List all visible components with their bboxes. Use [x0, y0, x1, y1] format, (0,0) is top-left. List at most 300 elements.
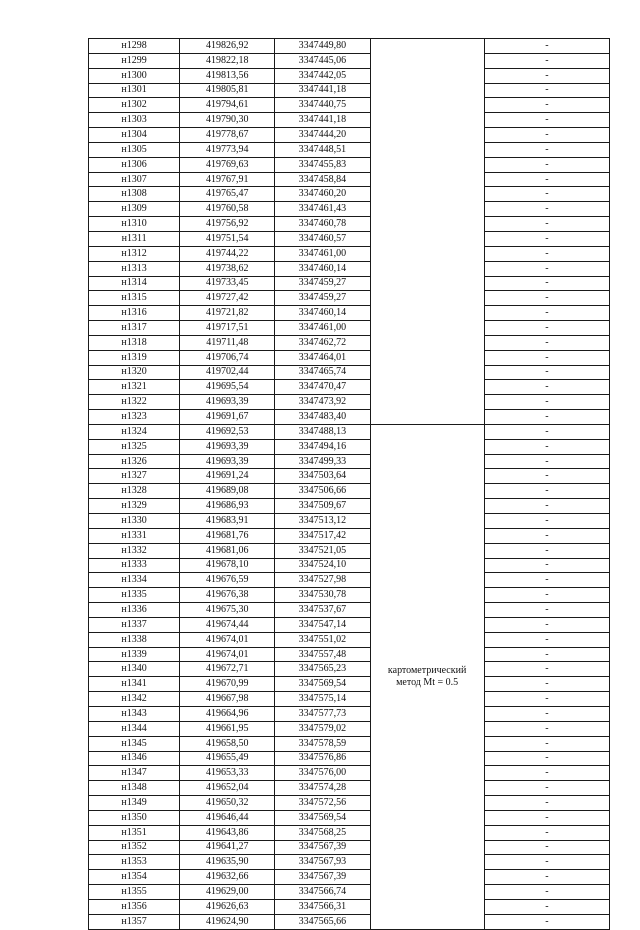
- point-id-cell: н1312: [89, 246, 180, 261]
- x-coordinate-cell: 419738,62: [180, 261, 275, 276]
- table-row: [89, 885, 610, 900]
- x-coordinate-cell: 419693,39: [180, 395, 275, 410]
- table-row: [89, 514, 610, 529]
- point-id-cell: н1354: [89, 870, 180, 885]
- table-row: [89, 217, 610, 232]
- point-id-cell: н1305: [89, 142, 180, 157]
- description-cell: -: [484, 692, 609, 707]
- table-row: [89, 617, 610, 632]
- y-coordinate-cell: 3347449,80: [275, 39, 370, 54]
- table-row: [89, 573, 610, 588]
- x-coordinate-cell: 419693,39: [180, 454, 275, 469]
- table-row: [89, 499, 610, 514]
- y-coordinate-cell: 3347557,48: [275, 647, 370, 662]
- x-coordinate-cell: 419626,63: [180, 899, 275, 914]
- y-coordinate-cell: 3347455,83: [275, 157, 370, 172]
- y-coordinate-cell: 3347460,20: [275, 187, 370, 202]
- point-id-cell: н1311: [89, 231, 180, 246]
- table-row: [89, 380, 610, 395]
- method-accuracy-text: метод Mt = 0.5: [396, 676, 459, 688]
- table-row: [89, 246, 610, 261]
- point-id-cell: н1326: [89, 454, 180, 469]
- point-id-cell: н1309: [89, 202, 180, 217]
- point-id-cell: н1325: [89, 439, 180, 454]
- x-coordinate-cell: 419691,67: [180, 410, 275, 425]
- point-id-cell: н1353: [89, 855, 180, 870]
- description-cell: -: [484, 172, 609, 187]
- y-coordinate-cell: 3347569,54: [275, 677, 370, 692]
- y-coordinate-cell: 3347517,42: [275, 528, 370, 543]
- coordinates-table-body: [89, 39, 610, 930]
- point-id-cell: н1345: [89, 736, 180, 751]
- description-cell: -: [484, 706, 609, 721]
- x-coordinate-cell: 419658,50: [180, 736, 275, 751]
- table-row: [89, 781, 610, 796]
- table-row: [89, 632, 610, 647]
- x-coordinate-cell: 419664,96: [180, 706, 275, 721]
- point-id-cell: н1307: [89, 172, 180, 187]
- x-coordinate-cell: 419624,90: [180, 914, 275, 929]
- y-coordinate-cell: 3347462,72: [275, 335, 370, 350]
- y-coordinate-cell: 3347513,12: [275, 514, 370, 529]
- point-id-cell: н1343: [89, 706, 180, 721]
- point-id-cell: н1347: [89, 766, 180, 781]
- x-coordinate-cell: 419695,54: [180, 380, 275, 395]
- x-coordinate-cell: 419706,74: [180, 350, 275, 365]
- x-coordinate-cell: 419760,58: [180, 202, 275, 217]
- table-row: [89, 558, 610, 573]
- y-coordinate-cell: 3347441,18: [275, 113, 370, 128]
- description-cell: -: [484, 142, 609, 157]
- description-cell: -: [484, 899, 609, 914]
- table-row: [89, 276, 610, 291]
- coordinates-table: [88, 38, 610, 930]
- y-coordinate-cell: 3347494,16: [275, 439, 370, 454]
- description-cell: -: [484, 781, 609, 796]
- description-cell: -: [484, 395, 609, 410]
- method-cell: [370, 424, 484, 929]
- y-coordinate-cell: 3347509,67: [275, 499, 370, 514]
- point-id-cell: н1350: [89, 810, 180, 825]
- table-row: [89, 766, 610, 781]
- y-coordinate-cell: 3347460,14: [275, 306, 370, 321]
- description-cell: -: [484, 187, 609, 202]
- x-coordinate-cell: 419717,51: [180, 321, 275, 336]
- point-id-cell: н1346: [89, 751, 180, 766]
- y-coordinate-cell: 3347574,28: [275, 781, 370, 796]
- description-cell: -: [484, 53, 609, 68]
- description-cell: -: [484, 543, 609, 558]
- y-coordinate-cell: 3347440,75: [275, 98, 370, 113]
- point-id-cell: н1337: [89, 617, 180, 632]
- description-cell: -: [484, 736, 609, 751]
- table-row: [89, 157, 610, 172]
- point-id-cell: н1304: [89, 128, 180, 143]
- point-id-cell: н1351: [89, 825, 180, 840]
- x-coordinate-cell: 419676,59: [180, 573, 275, 588]
- table-row: [89, 350, 610, 365]
- x-coordinate-cell: 419765,47: [180, 187, 275, 202]
- point-id-cell: н1331: [89, 528, 180, 543]
- y-coordinate-cell: 3347473,92: [275, 395, 370, 410]
- description-cell: -: [484, 157, 609, 172]
- description-cell: -: [484, 677, 609, 692]
- table-row: [89, 291, 610, 306]
- table-row: [89, 855, 610, 870]
- y-coordinate-cell: 3347547,14: [275, 617, 370, 632]
- description-cell: -: [484, 617, 609, 632]
- y-coordinate-cell: 3347459,27: [275, 276, 370, 291]
- point-id-cell: н1336: [89, 603, 180, 618]
- x-coordinate-cell: 419646,44: [180, 810, 275, 825]
- description-cell: -: [484, 454, 609, 469]
- table-row: [89, 187, 610, 202]
- point-id-cell: н1352: [89, 840, 180, 855]
- description-cell: -: [484, 573, 609, 588]
- description-cell: -: [484, 246, 609, 261]
- y-coordinate-cell: 3347530,78: [275, 588, 370, 603]
- x-coordinate-cell: 419822,18: [180, 53, 275, 68]
- x-coordinate-cell: 419676,38: [180, 588, 275, 603]
- y-coordinate-cell: 3347578,59: [275, 736, 370, 751]
- table-row: [89, 142, 610, 157]
- y-coordinate-cell: 3347567,39: [275, 840, 370, 855]
- y-coordinate-cell: 3347461,00: [275, 321, 370, 336]
- table-row: [89, 469, 610, 484]
- y-coordinate-cell: 3347566,31: [275, 899, 370, 914]
- description-cell: -: [484, 647, 609, 662]
- description-cell: -: [484, 855, 609, 870]
- description-cell: -: [484, 558, 609, 573]
- table-row: [89, 439, 610, 454]
- description-cell: -: [484, 217, 609, 232]
- description-cell: -: [484, 68, 609, 83]
- y-coordinate-cell: 3347567,93: [275, 855, 370, 870]
- table-row: [89, 528, 610, 543]
- point-id-cell: н1322: [89, 395, 180, 410]
- description-cell: -: [484, 39, 609, 54]
- point-id-cell: н1298: [89, 39, 180, 54]
- method-cell-empty: [370, 39, 484, 425]
- description-cell: -: [484, 528, 609, 543]
- table-row: [89, 321, 610, 336]
- point-id-cell: н1338: [89, 632, 180, 647]
- point-id-cell: н1313: [89, 261, 180, 276]
- table-row: [89, 410, 610, 425]
- description-cell: -: [484, 796, 609, 811]
- x-coordinate-cell: 419790,30: [180, 113, 275, 128]
- point-id-cell: н1341: [89, 677, 180, 692]
- point-id-cell: н1329: [89, 499, 180, 514]
- x-coordinate-cell: 419767,91: [180, 172, 275, 187]
- table-row: [89, 231, 610, 246]
- table-row: [89, 870, 610, 885]
- table-row: [89, 306, 610, 321]
- description-cell: -: [484, 870, 609, 885]
- description-cell: -: [484, 98, 609, 113]
- table-row: [89, 261, 610, 276]
- table-row: [89, 202, 610, 217]
- table-row: [89, 706, 610, 721]
- point-id-cell: н1319: [89, 350, 180, 365]
- point-id-cell: н1314: [89, 276, 180, 291]
- x-coordinate-cell: 419653,33: [180, 766, 275, 781]
- point-id-cell: н1333: [89, 558, 180, 573]
- x-coordinate-cell: 419681,76: [180, 528, 275, 543]
- x-coordinate-cell: 419661,95: [180, 721, 275, 736]
- y-coordinate-cell: 3347465,74: [275, 365, 370, 380]
- description-cell: -: [484, 825, 609, 840]
- x-coordinate-cell: 419674,01: [180, 632, 275, 647]
- y-coordinate-cell: 3347470,47: [275, 380, 370, 395]
- x-coordinate-cell: 419805,81: [180, 83, 275, 98]
- point-id-cell: н1342: [89, 692, 180, 707]
- table-row: [89, 914, 610, 929]
- point-id-cell: н1339: [89, 647, 180, 662]
- x-coordinate-cell: 419756,92: [180, 217, 275, 232]
- x-coordinate-cell: 419674,01: [180, 647, 275, 662]
- y-coordinate-cell: 3347521,05: [275, 543, 370, 558]
- point-id-cell: н1340: [89, 662, 180, 677]
- x-coordinate-cell: 419691,24: [180, 469, 275, 484]
- point-id-cell: н1348: [89, 781, 180, 796]
- y-coordinate-cell: 3347460,14: [275, 261, 370, 276]
- y-coordinate-cell: 3347442,05: [275, 68, 370, 83]
- point-id-cell: н1332: [89, 543, 180, 558]
- point-id-cell: н1306: [89, 157, 180, 172]
- y-coordinate-cell: 3347461,00: [275, 246, 370, 261]
- description-cell: -: [484, 514, 609, 529]
- description-cell: -: [484, 484, 609, 499]
- description-cell: -: [484, 113, 609, 128]
- point-id-cell: н1310: [89, 217, 180, 232]
- y-coordinate-cell: 3347506,66: [275, 484, 370, 499]
- x-coordinate-cell: 419721,82: [180, 306, 275, 321]
- table-row: [89, 424, 610, 439]
- point-id-cell: н1328: [89, 484, 180, 499]
- description-cell: -: [484, 321, 609, 336]
- point-id-cell: н1320: [89, 365, 180, 380]
- point-id-cell: н1316: [89, 306, 180, 321]
- point-id-cell: н1302: [89, 98, 180, 113]
- description-cell: -: [484, 83, 609, 98]
- y-coordinate-cell: 3347579,02: [275, 721, 370, 736]
- y-coordinate-cell: 3347483,40: [275, 410, 370, 425]
- table-row: [89, 113, 610, 128]
- description-cell: -: [484, 306, 609, 321]
- y-coordinate-cell: 3347524,10: [275, 558, 370, 573]
- x-coordinate-cell: 419655,49: [180, 751, 275, 766]
- description-cell: -: [484, 662, 609, 677]
- x-coordinate-cell: 419693,39: [180, 439, 275, 454]
- point-id-cell: н1321: [89, 380, 180, 395]
- table-row: [89, 796, 610, 811]
- table-row: [89, 751, 610, 766]
- y-coordinate-cell: 3347503,64: [275, 469, 370, 484]
- point-id-cell: н1355: [89, 885, 180, 900]
- y-coordinate-cell: 3347568,25: [275, 825, 370, 840]
- description-cell: -: [484, 410, 609, 425]
- table-row: [89, 840, 610, 855]
- x-coordinate-cell: 419689,08: [180, 484, 275, 499]
- y-coordinate-cell: 3347461,43: [275, 202, 370, 217]
- x-coordinate-cell: 419826,92: [180, 39, 275, 54]
- description-cell: -: [484, 810, 609, 825]
- x-coordinate-cell: 419643,86: [180, 825, 275, 840]
- description-cell: -: [484, 751, 609, 766]
- y-coordinate-cell: 3347566,74: [275, 885, 370, 900]
- table-row: [89, 662, 610, 677]
- x-coordinate-cell: 419702,44: [180, 365, 275, 380]
- y-coordinate-cell: 3347488,13: [275, 424, 370, 439]
- table-row: [89, 647, 610, 662]
- table-row: [89, 603, 610, 618]
- x-coordinate-cell: 419667,98: [180, 692, 275, 707]
- y-coordinate-cell: 3347551,02: [275, 632, 370, 647]
- description-cell: -: [484, 840, 609, 855]
- table-row: [89, 68, 610, 83]
- y-coordinate-cell: 3347576,86: [275, 751, 370, 766]
- table-row: [89, 172, 610, 187]
- point-id-cell: н1324: [89, 424, 180, 439]
- table-row: [89, 692, 610, 707]
- point-id-cell: н1334: [89, 573, 180, 588]
- description-cell: -: [484, 202, 609, 217]
- point-id-cell: н1301: [89, 83, 180, 98]
- y-coordinate-cell: 3347565,66: [275, 914, 370, 929]
- x-coordinate-cell: 419641,27: [180, 840, 275, 855]
- y-coordinate-cell: 3347441,18: [275, 83, 370, 98]
- description-cell: -: [484, 499, 609, 514]
- description-cell: -: [484, 231, 609, 246]
- y-coordinate-cell: 3347527,98: [275, 573, 370, 588]
- x-coordinate-cell: 419678,10: [180, 558, 275, 573]
- method-name-text: картометрический: [387, 664, 467, 676]
- point-id-cell: н1357: [89, 914, 180, 929]
- x-coordinate-cell: 419672,71: [180, 662, 275, 677]
- description-cell: -: [484, 291, 609, 306]
- table-row: [89, 825, 610, 840]
- table-row: [89, 98, 610, 113]
- x-coordinate-cell: 419692,53: [180, 424, 275, 439]
- point-id-cell: н1303: [89, 113, 180, 128]
- point-id-cell: н1323: [89, 410, 180, 425]
- y-coordinate-cell: 3347567,39: [275, 870, 370, 885]
- table-row: [89, 721, 610, 736]
- y-coordinate-cell: 3347565,23: [275, 662, 370, 677]
- x-coordinate-cell: 419769,63: [180, 157, 275, 172]
- y-coordinate-cell: 3347459,27: [275, 291, 370, 306]
- point-id-cell: н1317: [89, 321, 180, 336]
- point-id-cell: н1308: [89, 187, 180, 202]
- x-coordinate-cell: 419632,66: [180, 870, 275, 885]
- x-coordinate-cell: 419675,30: [180, 603, 275, 618]
- table-row: [89, 395, 610, 410]
- x-coordinate-cell: 419686,93: [180, 499, 275, 514]
- point-id-cell: н1315: [89, 291, 180, 306]
- description-cell: -: [484, 128, 609, 143]
- y-coordinate-cell: 3347464,01: [275, 350, 370, 365]
- description-cell: -: [484, 603, 609, 618]
- table-row: [89, 39, 610, 54]
- y-coordinate-cell: 3347499,33: [275, 454, 370, 469]
- description-cell: -: [484, 276, 609, 291]
- y-coordinate-cell: 3347537,67: [275, 603, 370, 618]
- point-id-cell: н1349: [89, 796, 180, 811]
- table-row: [89, 588, 610, 603]
- point-id-cell: н1318: [89, 335, 180, 350]
- description-cell: -: [484, 721, 609, 736]
- table-row: [89, 128, 610, 143]
- y-coordinate-cell: 3347572,56: [275, 796, 370, 811]
- x-coordinate-cell: 419674,44: [180, 617, 275, 632]
- table-row: [89, 736, 610, 751]
- table-row: [89, 83, 610, 98]
- table-row: [89, 454, 610, 469]
- x-coordinate-cell: 419794,61: [180, 98, 275, 113]
- x-coordinate-cell: 419751,54: [180, 231, 275, 246]
- x-coordinate-cell: 419727,42: [180, 291, 275, 306]
- y-coordinate-cell: 3347569,54: [275, 810, 370, 825]
- description-cell: -: [484, 350, 609, 365]
- y-coordinate-cell: 3347460,57: [275, 231, 370, 246]
- x-coordinate-cell: 419773,94: [180, 142, 275, 157]
- y-coordinate-cell: 3347445,06: [275, 53, 370, 68]
- description-cell: -: [484, 632, 609, 647]
- y-coordinate-cell: 3347576,00: [275, 766, 370, 781]
- x-coordinate-cell: 419635,90: [180, 855, 275, 870]
- table-row: [89, 365, 610, 380]
- description-cell: -: [484, 439, 609, 454]
- x-coordinate-cell: 419778,67: [180, 128, 275, 143]
- description-cell: -: [484, 766, 609, 781]
- table-row: [89, 335, 610, 350]
- table-row: [89, 484, 610, 499]
- description-cell: -: [484, 469, 609, 484]
- x-coordinate-cell: 419744,22: [180, 246, 275, 261]
- x-coordinate-cell: 419650,32: [180, 796, 275, 811]
- description-cell: -: [484, 914, 609, 929]
- y-coordinate-cell: 3347444,20: [275, 128, 370, 143]
- y-coordinate-cell: 3347448,51: [275, 142, 370, 157]
- x-coordinate-cell: 419683,91: [180, 514, 275, 529]
- table-row: [89, 810, 610, 825]
- point-id-cell: н1327: [89, 469, 180, 484]
- x-coordinate-cell: 419652,04: [180, 781, 275, 796]
- y-coordinate-cell: 3347458,84: [275, 172, 370, 187]
- point-id-cell: н1335: [89, 588, 180, 603]
- point-id-cell: н1344: [89, 721, 180, 736]
- table-row: [89, 899, 610, 914]
- point-id-cell: н1299: [89, 53, 180, 68]
- point-id-cell: н1330: [89, 514, 180, 529]
- y-coordinate-cell: 3347460,78: [275, 217, 370, 232]
- table-row: [89, 53, 610, 68]
- description-cell: -: [484, 335, 609, 350]
- x-coordinate-cell: 419681,06: [180, 543, 275, 558]
- table-row: [89, 677, 610, 692]
- x-coordinate-cell: 419813,56: [180, 68, 275, 83]
- description-cell: -: [484, 261, 609, 276]
- x-coordinate-cell: 419733,45: [180, 276, 275, 291]
- description-cell: -: [484, 365, 609, 380]
- y-coordinate-cell: 3347575,14: [275, 692, 370, 707]
- point-id-cell: н1356: [89, 899, 180, 914]
- x-coordinate-cell: 419711,48: [180, 335, 275, 350]
- point-id-cell: н1300: [89, 68, 180, 83]
- description-cell: -: [484, 424, 609, 439]
- y-coordinate-cell: 3347577,73: [275, 706, 370, 721]
